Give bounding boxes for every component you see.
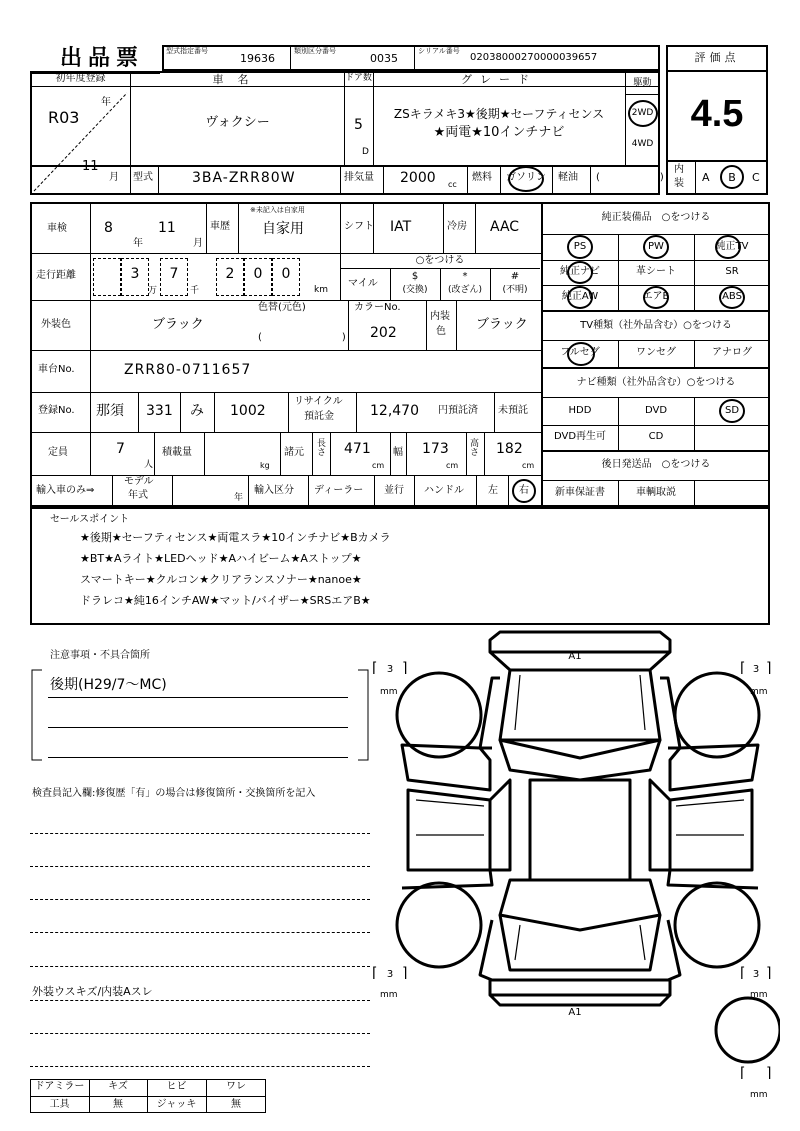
height-unit: cm	[522, 461, 535, 470]
displacement-label: 排気量	[344, 172, 374, 183]
tv-title: TV種類（社外品含む）○をつける	[580, 320, 732, 331]
type-value: 3BA-ZRR80W	[192, 170, 296, 186]
mileage-hash-symbol: #	[510, 271, 520, 282]
tools-cell: 工具	[49, 1099, 70, 1110]
tread-rear-left: 3	[386, 969, 394, 980]
reg-kana: み	[190, 403, 204, 419]
navi-hdd: HDD	[568, 405, 592, 416]
tv-fullseg: フルセグ	[560, 347, 600, 358]
bracket-close: ⌉	[766, 660, 772, 676]
interior-grade-a: A	[702, 171, 710, 184]
interior-grade-b: B	[728, 171, 736, 184]
type-label: 型式	[133, 172, 153, 183]
history-value: 自家用	[262, 221, 304, 237]
mileage-circle-note: ○をつける	[415, 255, 465, 266]
notes-label: 注意事項・不具合箇所	[50, 650, 150, 661]
model-year-unit: 年	[234, 493, 244, 503]
recycle-label-2: 預託金	[304, 411, 334, 422]
import-type-label: 輸入区分	[254, 485, 294, 496]
form-title: 出品票	[60, 46, 145, 71]
first-reg-label: 初年度登録	[55, 73, 106, 84]
tread-unit: mm	[750, 687, 768, 697]
shaken-month: 11	[158, 220, 176, 236]
interior-label-2: 装	[674, 178, 684, 189]
length-unit: cm	[372, 461, 385, 470]
shift-label: シフト	[344, 221, 374, 232]
tread-unit: mm	[380, 687, 398, 697]
mileage-label: 走行距離	[36, 270, 76, 281]
navi-sd: SD	[724, 405, 740, 416]
displacement-unit: cc	[448, 180, 457, 189]
bracket-close: ⌉	[402, 660, 408, 676]
score-label: 評価点	[694, 51, 740, 64]
drive-label: 駆動	[633, 78, 652, 88]
tools-cell: キズ	[108, 1081, 128, 1092]
sales-point-line: ドラレコ★純16インチAW★マット/バイザー★SRSエアB★	[80, 594, 371, 607]
history-label: 車歴	[210, 221, 230, 232]
chassis-value: ZRR80-0711657	[124, 362, 252, 378]
displacement-value: 2000	[400, 170, 436, 186]
doors-value: 5	[354, 117, 363, 133]
tread-front-left: 3	[386, 664, 394, 675]
int-color-label-1: 内装	[430, 311, 450, 322]
later-manual: 車輌取説	[636, 487, 676, 498]
mileage-star-label: (改ざん)	[447, 285, 483, 295]
model-code-label: 型式指定番号	[166, 47, 208, 55]
bracket-close: ⌉	[402, 965, 408, 981]
history-note: ※未記入は自家用	[250, 206, 305, 214]
bracket-open: ⌈	[372, 660, 378, 676]
int-color-value: ブラック	[476, 317, 528, 332]
grade-line-2: ★両電★10インチナビ	[433, 125, 565, 140]
length-value: 471	[344, 441, 371, 457]
bracket-open: ⌈	[740, 965, 746, 981]
drive-4wd: 4WD	[631, 139, 654, 149]
mileage-digit: 0	[281, 266, 291, 282]
handle-left: 左	[488, 485, 498, 496]
import-parallel: 並行	[384, 485, 404, 496]
mileage-dollar-symbol: $	[411, 271, 419, 282]
tools-cell: ドアミラー	[34, 1081, 85, 1092]
grade-label: グレード	[461, 73, 537, 86]
sales-point-line: ★後期★セーフティセンス★両電スラ★10インチナビ★Bカメラ	[80, 531, 391, 544]
car-name-label: 車名	[212, 73, 263, 86]
color-no-value: 202	[370, 325, 397, 341]
car-damage-diagram	[380, 630, 780, 1110]
first-reg-year: R03	[48, 108, 80, 127]
ext-color-value: ブラック	[152, 317, 204, 332]
class-code-value: 0035	[370, 52, 398, 65]
equip-aw: 純正AW	[561, 291, 599, 302]
fuel-label: 燃料	[472, 172, 492, 183]
serial-label: シリアル番号	[418, 47, 460, 55]
mileage-dollar-label: (交換)	[402, 285, 428, 295]
sales-points-box	[30, 507, 770, 625]
score-value: 4.5	[690, 93, 744, 135]
later-warranty: 新車保証書	[555, 487, 605, 498]
mileage-star-symbol: *	[462, 271, 468, 282]
ac-value: AAC	[490, 219, 520, 235]
drive-2wd: 2WD	[631, 108, 654, 118]
capacity-value: 7	[116, 441, 125, 457]
front-damage-mark: A1	[568, 651, 582, 662]
sales-point-line: ★BT★Aライト★LEDヘッド★Aハイビーム★Aストップ★	[80, 552, 362, 565]
reg-number: 1002	[230, 403, 266, 419]
shaken-year: 8	[104, 220, 113, 236]
height-value: 182	[496, 441, 523, 457]
navi-title: ナビ種類（社外品含む）○をつける	[576, 377, 736, 388]
fuel-other: ( )	[596, 172, 664, 183]
equip-tv: 純正TV	[715, 241, 749, 252]
mileage-digit: 7	[169, 266, 179, 282]
chassis-label: 車台No.	[38, 364, 75, 375]
mileage-mile-option: マイル	[348, 278, 378, 289]
bracket-open: ⌈	[372, 965, 378, 981]
interior-grade-c: C	[752, 171, 760, 184]
rear-damage-mark: A1	[568, 1007, 582, 1018]
recycle-value: 12,470	[370, 403, 419, 419]
model-code-value: 19636	[240, 52, 275, 65]
sales-point-line: スマートキー★クルコン★クリアランスソナー★nanoe★	[80, 573, 362, 586]
bracket-close: ⌉	[766, 965, 772, 981]
tread-unit: mm	[750, 990, 768, 1000]
inspector-note: 外装ウスキズ/内装Aスレ	[32, 985, 153, 998]
model-year-label-2: 年式	[128, 490, 148, 501]
handle-label: ハンドル	[424, 485, 464, 496]
tv-analog: アナログ	[712, 347, 752, 358]
equip-leather: 革シート	[636, 266, 676, 277]
tread-unit: mm	[380, 990, 398, 1000]
mileage-digit: 0	[253, 266, 263, 282]
car-name-value: ヴォクシー	[205, 115, 270, 130]
shaken-label: 車検	[47, 223, 67, 234]
int-color-label-2: 色	[436, 326, 446, 337]
tread-front-right: 3	[752, 664, 760, 675]
equip-pw: PW	[648, 241, 664, 252]
inspector-label: 検査員記入欄:修復歴「有」の場合は修復箇所・交換箇所を記入	[32, 788, 316, 799]
doors-type: D	[362, 147, 369, 157]
reg-area: 那須	[96, 403, 124, 419]
bracket-open: ⌈	[740, 1065, 746, 1081]
model-year-label-1: モデル	[124, 476, 154, 487]
doors-label: ドア数	[345, 73, 372, 83]
shift-value: IAT	[390, 219, 412, 235]
ac-label: 冷房	[447, 221, 467, 232]
mileage-man-unit: 万	[148, 286, 158, 296]
tools-cell: ジャッキ	[156, 1099, 197, 1110]
repaint-value: ( )	[258, 332, 346, 343]
tread-rear-right: 3	[752, 969, 760, 980]
equip-ps: PS	[573, 241, 587, 252]
mileage-digit-box	[93, 258, 121, 296]
dims-label: 諸元	[284, 447, 304, 458]
navi-cd: CD	[648, 431, 664, 442]
class-code-label: 類別区分番号	[294, 47, 336, 55]
width-label: 幅	[393, 447, 403, 458]
tools-cell: ワレ	[226, 1081, 246, 1092]
recycle-unpaid: 未預託	[498, 405, 528, 416]
first-reg-year-unit: 年	[101, 97, 111, 108]
mileage-sen-unit: 千	[190, 286, 200, 296]
fuel-diesel: 軽油	[558, 172, 578, 183]
reg-label: 登録No.	[38, 405, 75, 416]
equip-airbag: エアB	[642, 291, 670, 302]
serial-value: 02038000270000039657	[470, 52, 598, 63]
tv-oneseg: ワンセグ	[636, 347, 676, 358]
mileage-digit: 2	[225, 266, 235, 282]
width-value: 173	[422, 441, 449, 457]
spare-unit: mm	[750, 1090, 768, 1100]
recycle-label-1: リサイクル	[294, 396, 343, 407]
equip-navi: 純正ナビ	[560, 266, 600, 277]
grade-line-1: ZSキラメキ3★後期★セーフティセンス	[393, 107, 605, 121]
recycle-paid: 円預託済	[438, 405, 478, 416]
tools-cell: 無	[231, 1099, 241, 1110]
fuel-gasoline: ガソリン	[506, 172, 546, 183]
notes-line: 後期(H29/7～MC)	[50, 677, 167, 693]
repaint-label: 色替(元色)	[258, 302, 306, 313]
length-label: 長さ	[317, 439, 327, 458]
tools-cell: 無	[113, 1099, 123, 1110]
capacity-label: 定員	[48, 447, 68, 458]
equip-abs: ABS	[722, 291, 742, 302]
load-label: 積載量	[162, 447, 192, 458]
navi-dvd: DVD	[644, 405, 668, 416]
tools-cell: ヒビ	[166, 1081, 187, 1092]
height-label: 高さ	[470, 439, 480, 458]
bracket-open: ⌈	[740, 660, 746, 676]
first-reg-month: 11	[82, 159, 99, 174]
import-label: 輸入車のみ⇒	[36, 485, 95, 496]
sales-points-label: セールスポイント	[50, 514, 130, 525]
later-title: 後日発送品 ○をつける	[601, 459, 711, 470]
color-no-label: カラーNo.	[354, 302, 401, 313]
equip-sr: SR	[725, 266, 739, 277]
shaken-year-unit: 年	[133, 238, 143, 249]
import-dealer: ディーラー	[314, 485, 364, 496]
load-unit: kg	[260, 461, 270, 470]
width-unit: cm	[446, 461, 459, 470]
mileage-km-unit: km	[314, 285, 328, 295]
mileage-digit: 3	[130, 266, 140, 282]
shaken-month-unit: 月	[193, 238, 203, 249]
capacity-unit: 人	[144, 460, 154, 470]
first-reg-month-unit: 月	[109, 172, 119, 183]
reg-class: 331	[146, 403, 173, 419]
equipment-title: 純正装備品 ○をつける	[601, 212, 711, 223]
bracket-close: ⌉	[766, 1065, 772, 1081]
mileage-hash-label: (不明)	[502, 285, 528, 295]
navi-dvd-play: DVD再生可	[553, 431, 607, 442]
handle-right: 右	[519, 485, 529, 496]
interior-label-1: 内	[674, 164, 684, 175]
ext-color-label: 外装色	[41, 319, 71, 330]
